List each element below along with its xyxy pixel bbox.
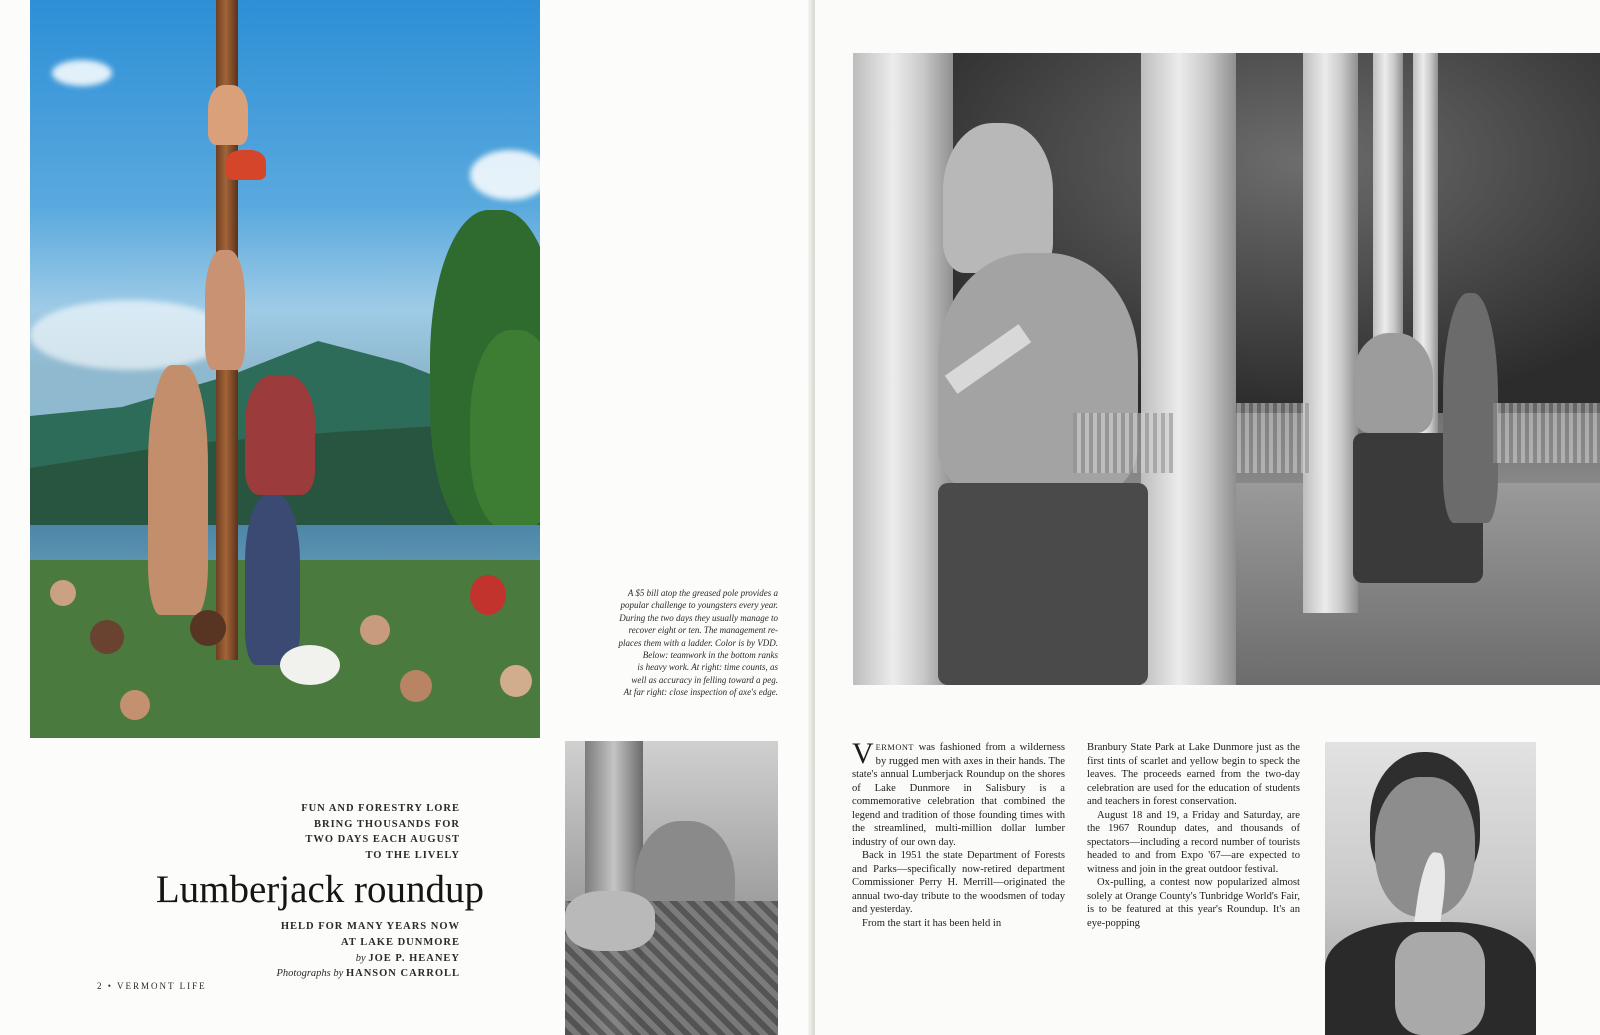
photo-credit: [120, 966, 460, 982]
caption-line: Below: teamwork in the bottom ranks: [642, 650, 778, 661]
paragraph-text: was fashioned from a wilderness by rugged men with axes in their hands. The state's annual Lumberjack Roundup on the shores of Lake Dunmore in Salisbury is a commemorative celebration that combined the legend and tradition of those founding times with the streamlined, multi-million dollar lumber industry of our own day.: [852, 742, 1065, 848]
article-paragraph: August 18 and 19, a Friday and Saturday, are the 1967 Roundup dates, and thousands of spectators—including a record number of tourists headed to and from Expo '67—are expected to witness and join in the great outdoor festival.: [1087, 809, 1300, 875]
caption-line: well as accuracy in felling toward a peg.: [631, 674, 778, 685]
log-post: [1303, 53, 1358, 613]
judge-figure: [1443, 293, 1498, 523]
caption-line: A $5 bill atop the greased pole provides a: [627, 588, 778, 598]
caption-line: During the two days they usually manage to: [619, 612, 778, 623]
subhead-line: AT LAKE DUNMORE: [340, 936, 460, 948]
cloud: [30, 300, 230, 370]
girl-jeans: [245, 495, 300, 665]
climber-red-shorts: [226, 150, 266, 180]
spectator: [190, 610, 226, 646]
distant-crowd: [1493, 403, 1600, 463]
spectator: [400, 670, 432, 702]
spectator: [120, 690, 150, 720]
subhead-line: HELD FOR MANY YEARS NOW: [280, 921, 460, 933]
lumberjack-head: [943, 123, 1053, 273]
lead-word: ERMONT: [875, 743, 915, 752]
girl-plaid-shirt: [245, 375, 315, 495]
climber-boy: [205, 250, 245, 370]
photographer-name: HANSON CARROLL: [345, 968, 460, 980]
headline: Lumberjack roundup: [155, 868, 484, 912]
photo-caption: [574, 587, 778, 699]
kicker-line: TO THE LIVELY: [365, 849, 460, 861]
teamwork-photo: [565, 741, 778, 1035]
article-column-1: [852, 737, 1065, 930]
pine-tree: [470, 330, 540, 530]
drop-cap: V: [852, 737, 874, 770]
caption-line: popular challenge to youngsters every year.: [620, 600, 778, 611]
distant-crowd: [1073, 413, 1173, 473]
hands: [565, 891, 655, 951]
author-prefix: by: [355, 952, 366, 964]
kicker-line: BRING THOUSANDS FOR: [314, 818, 460, 830]
axe-chopping-photo: [853, 53, 1600, 685]
hands: [1395, 932, 1485, 1035]
spectator: [500, 665, 532, 697]
article-paragraph: [852, 737, 1065, 849]
axe-inspection-photo: [1325, 742, 1536, 1035]
article-column-2: [1087, 741, 1300, 930]
author-name: JOE P. HEANEY: [368, 952, 460, 964]
second-chopper: [1353, 333, 1433, 433]
spectator: [360, 615, 390, 645]
caption-line: At far right: close inspection of axe's edge.: [623, 687, 778, 698]
article-paragraph: Branbury State Park at Lake Dunmore just as the first tints of scarlet and yellow begin to speck the leaves. The proceeds earned from the two-day celebration are used for the education of students and teachers in forest conservation.: [1087, 742, 1300, 807]
cloud: [52, 60, 112, 86]
article-paragraph: Ox-pulling, a contest now popularized almost solely at Orange County's Tunbridge World's Fair, is to be featured at this year's Roundup. It's an eye-popping: [1087, 877, 1300, 929]
kicker-line: FUN AND FORESTRY LORE: [301, 803, 460, 814]
article-paragraph: Back in 1951 the state Department of Forests and Parks—specifically now-retired department Commissioner Perry H. Merrill—originated the annual two-day tribute to the woodsmen of today and yesterday.: [852, 850, 1065, 915]
log-post: [1141, 53, 1236, 685]
climber-top: [208, 85, 248, 145]
caption-line: places them with a ladder. Color is by VDD.: [618, 637, 778, 648]
spectator-red-shirt: [470, 575, 506, 615]
spectator: [50, 580, 76, 606]
lumberjack-jeans: [938, 483, 1148, 685]
shirtless-boy: [148, 365, 208, 615]
spectator: [90, 620, 124, 654]
caption-line: is heavy work. At right: time counts, as: [637, 662, 778, 673]
title-block: [120, 801, 484, 982]
kicker-line: TWO DAYS EACH AUGUST: [305, 834, 460, 846]
photographer-prefix: Photographs by: [276, 968, 344, 980]
article-paragraph: From the start it has been held in: [862, 917, 1002, 929]
greased-pole-photo: [30, 0, 540, 738]
white-hat: [280, 645, 340, 685]
distant-crowd: [1233, 403, 1313, 473]
cloud: [470, 150, 540, 200]
caption-line: recover eight or ten. The management re-: [628, 625, 778, 636]
folio: 2 • VERMONT LIFE: [97, 981, 207, 991]
author-byline: [120, 951, 460, 967]
